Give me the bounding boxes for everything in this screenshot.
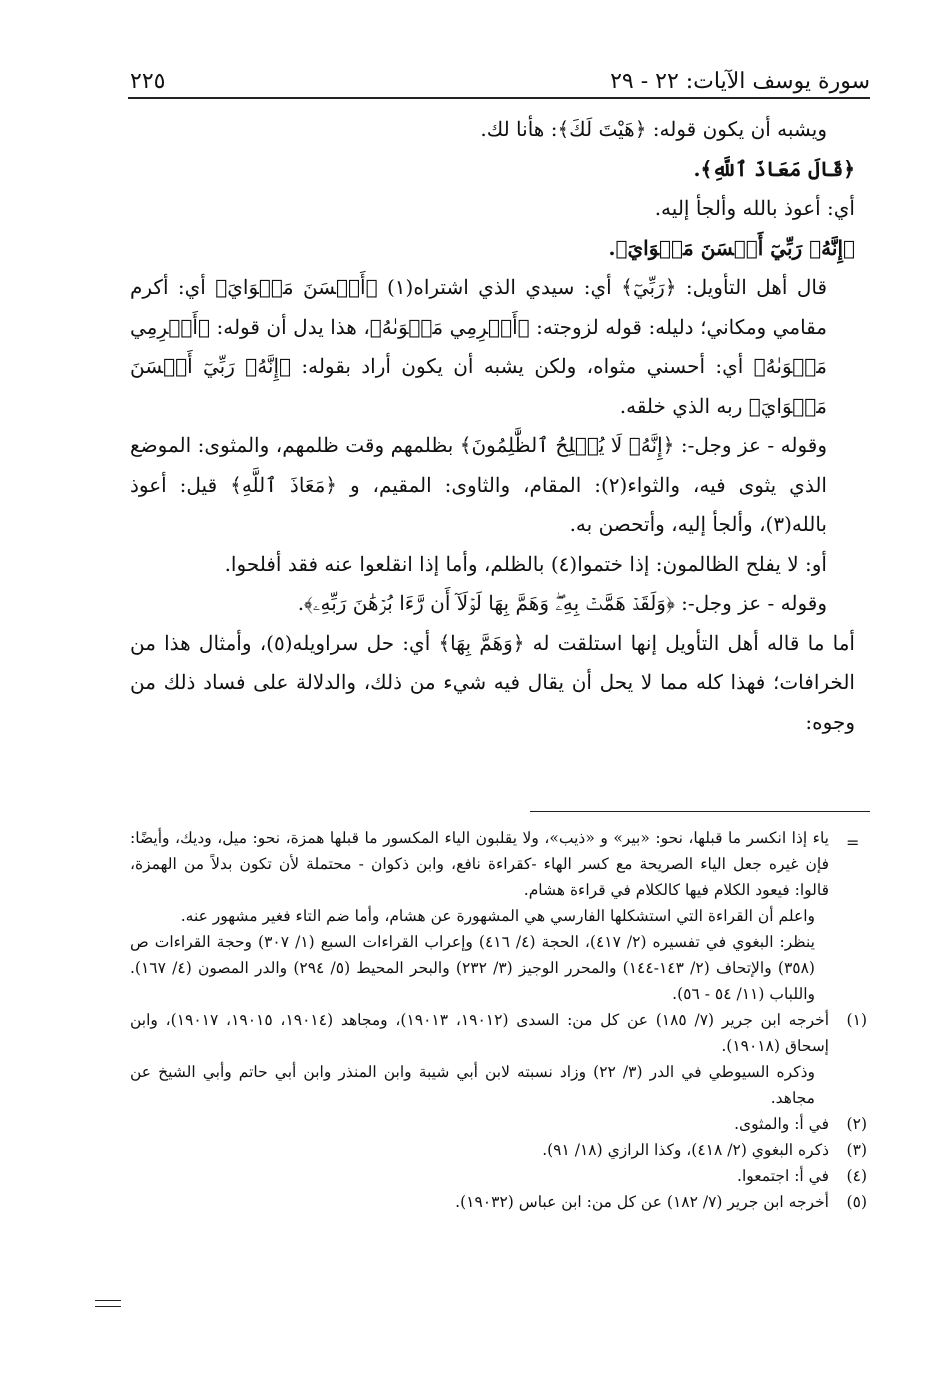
- footnote-marker: (٢): [846, 1115, 867, 1133]
- footnote-text: في أ: والمثوى.: [734, 1115, 829, 1133]
- continuation-mark: =: [846, 833, 860, 852]
- footnote-continuation: ياء إذا انكسر ما قبلها، نحو: «بير» و «ذيب»، ولا يقلبون الياء المكسور ما قبلها همزة، نحو: ميل، وديك، وأيضًا: فإن غيره جعل الياء الصريحة مع كسر الهاء -كقراءة نافع، وابن ذكوان - محتملة لأن تكون بدلاً من الهمزة، قالوا: فيعود الكلام فيها كالكلام في قراءة هشام.: [130, 829, 829, 899]
- footnote-3: [130, 1137, 867, 1163]
- paragraph: أما ما قاله أهل التأويل إنها استلقت له ﴿وَهَمَّ بِهَا﴾ أي: حل سراويله(٥)، وأمثال هذا من الخرافات؛ فهذا كله مما لا يحل أن يقال فيه شيء من ذلك، والدلالة على فساد ذلك من وجوه:: [130, 630, 855, 734]
- running-header: [130, 58, 870, 94]
- footnote-marker: (٥): [846, 1193, 867, 1211]
- footnote-separator: [530, 811, 870, 812]
- paragraph: ويشبه أن يكون قوله: ﴿هَيْتَ لَكَ﴾: هأنا لك.: [480, 117, 827, 141]
- footnote-extra: وذكره السيوطي في الدر (٣/ ٢٢) وزاد نسبته لابن أبي شيبة وابن المنذر وابن أبي حاتم وأبي الشيخ عن مجاهد.: [130, 1063, 815, 1107]
- paragraph: وقوله - عز وجل-: ﴿إِنَّهُۥ لَا يُفۡلِحُ ٱلظَّٰلِمُونَ﴾ بظلمهم وقت ظلمهم، والمثوى: الموضع الذي يثوى فيه، والثواء(٢): المقام، والثاوى: المقيم، و ﴿مَعَاذَ ٱللَّهِ﴾ قيل: أعوذ بالله(٣)، وألجأ إليه، وأتحصن به.: [130, 433, 827, 536]
- page-number: ٢٢٥: [130, 69, 166, 94]
- quran-verse: ﴿إِنَّهُۥ رَبِّيٓ أَحۡسَنَ مَثۡوَايَ﴾.: [608, 235, 855, 260]
- footnote-continuation: ينظر: البغوي في تفسيره (٢/ ٤١٧)، الحجة (٤/ ٤١٦) وإعراب القراءات السبع (١/ ٣٠٧) وحجة القراءات ص (٣٥٨) والإتحاف (٢/ ١٤٣-١٤٤) والمحرر الوجيز (٣/ ٢٣٢) والبحر المحيط (٥/ ٢٩٤) والدر المصون (٤/ ١٦٧). واللباب (١١/ ٥٤ - ٥٦).: [130, 933, 815, 1003]
- paragraph: قال أهل التأويل: ﴿رَبِّيٓ﴾ أي: سيدي الذي اشتراه(١) ﴿أَحۡسَنَ مَثۡوَايَ﴾ أي: أكرم مقامي ومكاني؛ دليله: قوله لزوجته: ﴿أَكۡرِمِي مَثۡوَىٰهُ﴾، هذا يدل أن قوله: ﴿أَكۡرِمِي مَثۡوَىٰهُ﴾ أي: أحسني مثواه، ولكن يشبه أن يكون أراد بقوله: ﴿إِنَّهُۥ رَبِّيٓ أَحۡسَنَ مَثۡوَايَ﴾ ربه الذي خلقه.: [130, 275, 828, 418]
- footnote-marker: (٣): [846, 1141, 867, 1159]
- footnote-continuation: واعلم أن القراءة التي استشكلها الفارسي هي المشهورة عن هشام، وأما ضم التاء فغير مشهور عنه.: [180, 907, 815, 925]
- footnote-text: في أ: اجتمعوا.: [737, 1167, 829, 1185]
- header-rule: [128, 97, 870, 99]
- footnote-1: [130, 1007, 867, 1059]
- main-text: [130, 110, 867, 742]
- footnote-marker: (١): [846, 1011, 867, 1029]
- footnote-5: [130, 1189, 867, 1215]
- footnote-text: أخرجه ابن جرير (٧/ ١٨٥) عن كل من: السدى (١٩٠١٢، ١٩٠١٣)، ومجاهد (١٩٠١٤، ١٩٠١٥، ١٩٠١٧)، وابن إسحاق (١٩٠١٨).: [130, 1011, 830, 1055]
- continuation-mark-bottom: [95, 1300, 121, 1307]
- paragraph: أو: لا يفلح الظالمون: إذا ختموا(٤) بالظلم، وأما إذا انقلعوا عنه فقد أفلحوا.: [224, 551, 827, 576]
- footnote-marker: (٤): [846, 1167, 867, 1185]
- footnote-2: [130, 1111, 867, 1137]
- quran-verse: ﴿قَالَ مَعَاذَ ٱللَّهِ﴾.: [693, 156, 855, 181]
- footnote-text: أخرجه ابن جرير (٧/ ١٨٢) عن كل من: ابن عباس (١٩٠٣٢).: [455, 1193, 829, 1211]
- footnote-4: [130, 1163, 867, 1189]
- footnotes: [130, 825, 867, 1215]
- paragraph: أي: أعوذ بالله وألجأ إليه.: [654, 196, 855, 220]
- footnote-text: ذكره البغوي (٢/ ٤١٨)، وكذا الرازي (١٨/ ٩١).: [542, 1141, 829, 1159]
- paragraph: وقوله - عز وجل-: ﴿وَلَقَدۡ هَمَّتۡ بِهِۦۖ وَهَمَّ بِهَا لَوۡلَآ أَن رَّءَا بُرۡهَٰنَ رَبِّهِۦ﴾.: [297, 591, 827, 615]
- running-title: سورة يوسف الآيات: ٢٢ - ٢٩: [610, 69, 870, 94]
